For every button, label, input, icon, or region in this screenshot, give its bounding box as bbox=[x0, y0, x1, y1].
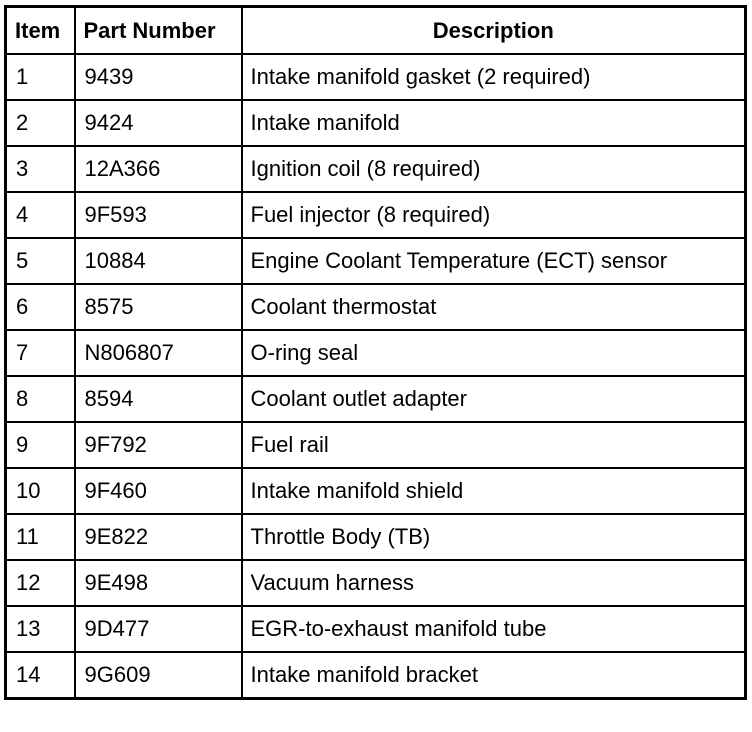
item-cell: 14 bbox=[6, 652, 75, 699]
table-row bbox=[6, 54, 746, 100]
part-number-cell: 9E498 bbox=[75, 560, 242, 606]
item-cell: 13 bbox=[6, 606, 75, 652]
item-cell: 5 bbox=[6, 238, 75, 284]
item-cell: 12 bbox=[6, 560, 75, 606]
part-number-cell: 8594 bbox=[75, 376, 242, 422]
part-number-cell: 10884 bbox=[75, 238, 242, 284]
description-cell: Intake manifold bracket bbox=[242, 652, 746, 699]
description-cell: Fuel rail bbox=[242, 422, 746, 468]
part-number-cell: 9D477 bbox=[75, 606, 242, 652]
description-cell: Vacuum harness bbox=[242, 560, 746, 606]
header-item: Item bbox=[6, 7, 75, 55]
description-cell: Intake manifold bbox=[242, 100, 746, 146]
item-cell: 10 bbox=[6, 468, 75, 514]
header-part-number: Part Number bbox=[75, 7, 242, 55]
item-cell: 1 bbox=[6, 54, 75, 100]
table-row bbox=[6, 652, 746, 699]
description-cell: Coolant outlet adapter bbox=[242, 376, 746, 422]
description-cell: Ignition coil (8 required) bbox=[242, 146, 746, 192]
description-cell: O-ring seal bbox=[242, 330, 746, 376]
description-cell: Fuel injector (8 required) bbox=[242, 192, 746, 238]
table-row bbox=[6, 560, 746, 606]
description-cell: Engine Coolant Temperature (ECT) sensor bbox=[242, 238, 746, 284]
part-number-cell: 12A366 bbox=[75, 146, 242, 192]
header-description: Description bbox=[242, 7, 746, 55]
table-header-row bbox=[6, 7, 746, 55]
item-cell: 9 bbox=[6, 422, 75, 468]
part-number-cell: N806807 bbox=[75, 330, 242, 376]
table-row bbox=[6, 606, 746, 652]
description-cell: Intake manifold gasket (2 required) bbox=[242, 54, 746, 100]
description-cell: Throttle Body (TB) bbox=[242, 514, 746, 560]
table-row bbox=[6, 100, 746, 146]
parts-table bbox=[4, 5, 747, 700]
table-row bbox=[6, 376, 746, 422]
table-row bbox=[6, 284, 746, 330]
item-cell: 2 bbox=[6, 100, 75, 146]
table-row bbox=[6, 192, 746, 238]
description-cell: EGR-to-exhaust manifold tube bbox=[242, 606, 746, 652]
part-number-cell: 9424 bbox=[75, 100, 242, 146]
description-cell: Intake manifold shield bbox=[242, 468, 746, 514]
part-number-cell: 9F593 bbox=[75, 192, 242, 238]
item-cell: 7 bbox=[6, 330, 75, 376]
item-cell: 11 bbox=[6, 514, 75, 560]
item-cell: 6 bbox=[6, 284, 75, 330]
table-row bbox=[6, 330, 746, 376]
part-number-cell: 9E822 bbox=[75, 514, 242, 560]
item-cell: 8 bbox=[6, 376, 75, 422]
part-number-cell: 9F792 bbox=[75, 422, 242, 468]
table-row bbox=[6, 238, 746, 284]
part-number-cell: 9F460 bbox=[75, 468, 242, 514]
table-row bbox=[6, 422, 746, 468]
description-cell: Coolant thermostat bbox=[242, 284, 746, 330]
item-cell: 3 bbox=[6, 146, 75, 192]
part-number-cell: 8575 bbox=[75, 284, 242, 330]
part-number-cell: 9439 bbox=[75, 54, 242, 100]
table-row bbox=[6, 468, 746, 514]
part-number-cell: 9G609 bbox=[75, 652, 242, 699]
item-cell: 4 bbox=[6, 192, 75, 238]
table-row bbox=[6, 514, 746, 560]
table-row bbox=[6, 146, 746, 192]
